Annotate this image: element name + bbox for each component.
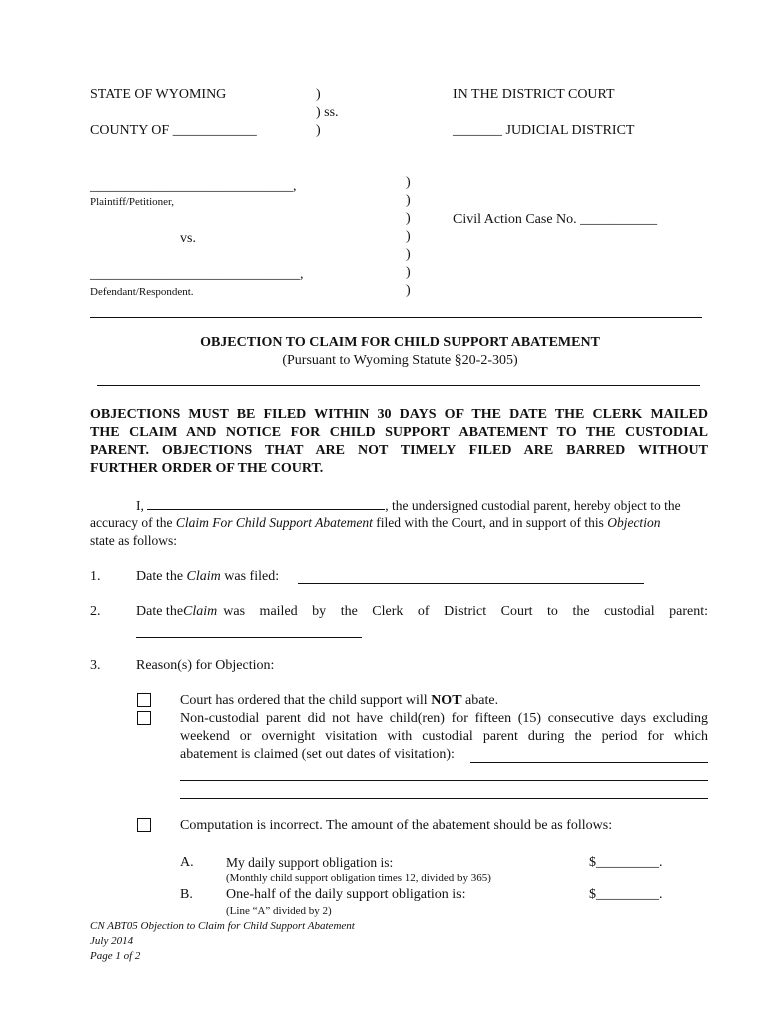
intro-line: state as follows: [90,533,177,548]
line-b-note: (Line “A” divided by 2) [226,905,332,917]
visitation-dates-blank[interactable] [180,798,708,799]
reason-emphasis: NOT [431,693,462,708]
caption-paren: ) [406,283,411,298]
objection-ref: Objection [607,515,661,530]
reason-text: abate. [461,693,499,708]
claim-ref: Claim [186,569,221,584]
intro-line [136,497,681,514]
reasons-heading: Reason(s) for Objection: [136,658,275,673]
caption-paren: ) [316,87,321,102]
intro-i: I, [136,498,144,513]
line-b-text: One-half of the daily support obligation is: [226,887,466,902]
caption-paren: ) [406,247,411,262]
item-text: was filed: [220,569,280,584]
caption-paren: ) [406,193,411,208]
reason-computation-checkbox[interactable] [137,818,151,832]
reason-text: Court has ordered that the child support will [180,693,432,708]
defendant-label: Defendant/Respondent. [90,286,194,298]
custodial-parent-name-blank[interactable] [147,497,385,510]
claim-title-ref: Claim For Child Support Abatement [175,515,373,530]
intro-line [90,515,660,531]
line-b-label: B. [180,887,193,902]
form-identifier: CN ABT05 Objection to Claim for Child Support Abatement [90,920,355,932]
intro-text: , the undersigned custodial parent, hereby object to the [385,498,681,513]
item-filed-date [136,569,279,585]
ss-label: ) ss. [316,105,339,120]
notice-line: FURTHER ORDER OF THE COURT. [90,461,324,476]
line-a-note: (Monthly child support obligation times 12, divided by 365) [226,872,491,884]
item-number: 1. [90,569,101,584]
reason-court-ordered-checkbox[interactable] [137,693,151,707]
line-b-amount[interactable]: $_________. [589,887,663,902]
item-mailed-date [136,604,708,620]
county-label: COUNTY OF ____________ [90,123,257,138]
reason-non-custodial-text: abatement is claimed (set out dates of visitation): [180,747,455,762]
form-date: July 2014 [90,935,134,947]
filed-date-blank[interactable] [298,583,644,584]
item-text: was mailed by the Clerk of District Court to the custodial parent: [223,604,708,619]
mailed-date-blank[interactable] [136,637,362,638]
court-label: IN THE DISTRICT COURT [453,87,615,102]
visitation-dates-blank[interactable] [180,780,708,781]
caption-paren: ) [406,265,411,280]
line-a-label: A. [180,855,194,870]
item-number: 3. [90,658,101,673]
intro-text: filed with the Court, and in support of this [372,515,608,530]
notice-line: PARENT. OBJECTIONS THAT ARE NOT TIMELY FILED ARE BARRED WITHOUT [90,443,708,458]
caption-paren: ) [316,123,321,138]
plaintiff-name-line: _____________________________, [90,179,297,194]
reason-non-custodial-checkbox[interactable] [137,711,151,725]
caption-paren: ) [406,229,411,244]
line-a-amount[interactable]: $_________. [589,855,663,870]
notice-line: THE CLAIM AND NOTICE FOR CHILD SUPPORT ABATEMENT TO THE CUSTODIAL [90,425,708,440]
page-number: Page 1 of 2 [90,950,141,962]
caption-paren: ) [406,175,411,190]
item-text: Date the [136,604,184,619]
caption-paren: ) [406,211,411,226]
intro-text: accuracy of the [90,515,176,530]
reason-non-custodial-text: weekend or overnight visitation with custodial parent during the period for which [180,729,708,744]
item-text: Date the [136,569,187,584]
reason-court-ordered-text [180,693,498,709]
line-a-text: My daily support obligation is: [226,855,394,870]
reason-computation-text: Computation is incorrect. The amount of the abatement should be as follows: [180,818,613,833]
plaintiff-label: Plaintiff/Petitioner, [90,196,174,208]
case-number-label: Civil Action Case No. ___________ [453,212,658,227]
divider [90,317,702,318]
notice-line: OBJECTIONS MUST BE FILED WITHIN 30 DAYS OF THE DATE THE CLERK MAILED [90,407,708,422]
claim-ref: Claim [183,604,218,619]
defendant-name-line: ______________________________, [90,267,304,282]
document-title: OBJECTION TO CLAIM FOR CHILD SUPPORT ABATEMENT [200,335,600,350]
document-subtitle: (Pursuant to Wyoming Statute §20-2-305) [282,353,518,368]
divider [97,385,700,386]
reason-non-custodial-text: Non-custodial parent did not have child(ren) for fifteen (15) consecutive days excluding [180,711,708,726]
versus-label: vs. [180,231,196,246]
judicial-district-label: _______ JUDICIAL DISTRICT [453,123,635,138]
item-number: 2. [90,604,101,619]
state-label: STATE OF WYOMING [90,87,227,102]
visitation-dates-blank[interactable] [470,762,708,763]
